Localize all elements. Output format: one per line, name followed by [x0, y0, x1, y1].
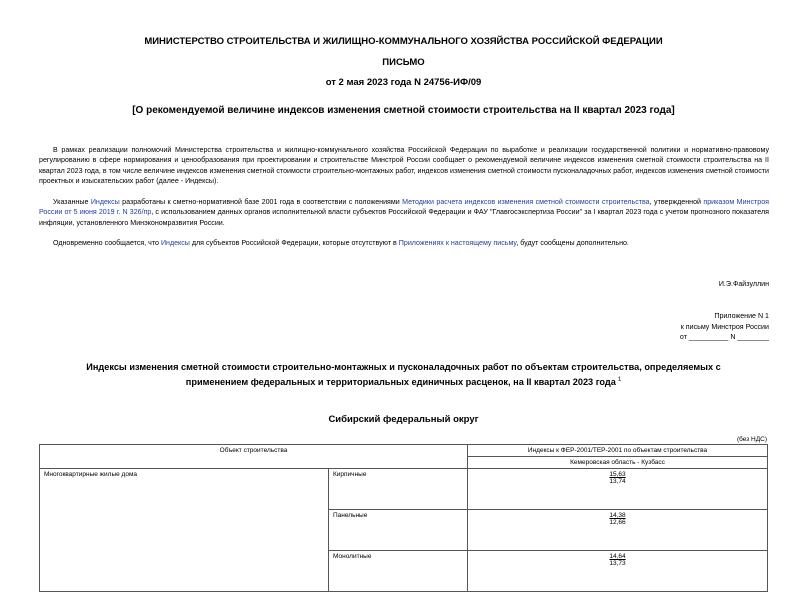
link-indices[interactable]: Индексы: [90, 198, 120, 206]
paragraph-3-text-a: Одновременно сообщается, что: [53, 239, 161, 247]
table-title-text: Индексы изменения сметной стоимости строительно-монтажных и пусконаладочных работ по объектам строительства, определяемых с применением федеральных и территориальных единичных расценок, на II квартал 2023 года: [86, 362, 721, 387]
link-indices-2[interactable]: Индексы: [160, 239, 190, 247]
object-name-cell: Многоквартирные жилые дома: [40, 469, 329, 592]
index-cell: [468, 469, 768, 510]
link-methodology[interactable]: Методики расчета индексов изменения сметной стоимости строительства: [402, 198, 650, 206]
header-object: Объект строительства: [40, 445, 468, 469]
indices-table: [39, 444, 768, 592]
building-type-cell: Монолитные: [329, 551, 468, 592]
index-value-primary: 15,63: [609, 471, 626, 478]
link-order[interactable]: приказом Минстроя России от 5 июня 2019 г. N 326/пр: [39, 198, 769, 217]
paragraph-2-text-c: , утвержденной: [649, 198, 704, 206]
paragraph-1: [39, 145, 769, 186]
link-appendices[interactable]: Приложениях к настоящему письму: [398, 239, 517, 247]
document-date-number: от 2 мая 2023 года N 24756-ИФ/09: [325, 77, 482, 88]
paragraph-3: [39, 238, 769, 248]
table-title: [60, 361, 747, 388]
index-value-secondary: 13,74: [609, 478, 626, 485]
paragraph-2-text-a: Указанные: [53, 198, 91, 206]
header-region: Кемеровская область - Кузбасс: [468, 457, 768, 469]
table-row: [40, 469, 768, 510]
district-heading: Сибирский федеральный округ: [328, 414, 479, 425]
appendix-line-1: Приложение N 1: [714, 312, 769, 320]
paragraph-2-text-d: , с использованием данных органов исполнительной власти субъектов Российской Федерации и ФАУ "Главгосэкспертиза России" за I квартал 2023 года с учетом прогнозного показателя инфляции, установленного Минэкономразвития России.: [39, 208, 769, 227]
paragraph-2: [39, 197, 769, 228]
signature: И.Э.Файзуллин: [718, 280, 769, 288]
table-header-row: [40, 445, 768, 457]
paragraph-3-text-c: , будут сообщены дополнительно.: [516, 239, 629, 247]
index-value-secondary: 13,73: [609, 560, 626, 567]
paragraph-3-text-b: для субъектов Российской Федерации, которые отсутствуют в: [189, 239, 399, 247]
appendix-block: [680, 311, 769, 343]
paragraph-2-text-b: разработаны к сметно-нормативной базе 2001 года в соответствии с положениями: [119, 198, 403, 206]
footnote-mark[interactable]: 1: [617, 376, 622, 383]
document-type: ПИСЬМО: [382, 57, 425, 68]
paragraph-1-text: В рамках реализации полномочий Министерства строительства и жилищно-коммунального хозяйства Российской Федерации по выработке и реализации государственной политики и нормативно-правовому регулированию в сфере нормирования и ценообразования при проектировании и строительстве Минстрой России сообщает о рекомендуемой величине индексов изменения сметной стоимости строительства на II квартал 2023 года, в том числе величине индексов изменения сметной стоимости строительно-монтажных работ, индексов изменения сметной стоимости пусконаладочных работ, индексов изменения сметной стоимости проектных и изыскательских работ (далее - Индексы).: [39, 146, 769, 185]
index-value-secondary: 12,66: [609, 519, 626, 526]
ministry-heading: МИНИСТЕРСТВО СТРОИТЕЛЬСТВА И ЖИЛИЩНО-КОММУНАЛЬНОГО ХОЗЯЙСТВА РОССИЙСКОЙ ФЕДЕРАЦИИ: [144, 36, 663, 47]
building-type-cell: Кирпичные: [329, 469, 468, 510]
header-indices: Индексы к ФЕР-2001/ТЕР-2001 по объектам строительства: [468, 445, 768, 457]
index-cell: [468, 510, 768, 551]
vat-note: (без НДС): [736, 436, 767, 443]
document-subject: [О рекомендуемой величине индексов изменения сметной стоимости строительства на II квартал 2023 года]: [132, 105, 675, 116]
index-cell: [468, 551, 768, 592]
appendix-line-2: к письму Минстроя России: [680, 322, 769, 331]
building-type-cell: Панельные: [329, 510, 468, 551]
appendix-line-3: от __________ N ________: [679, 333, 769, 341]
index-value-primary: 14,38: [609, 512, 626, 519]
index-value-primary: 14,64: [609, 553, 626, 560]
